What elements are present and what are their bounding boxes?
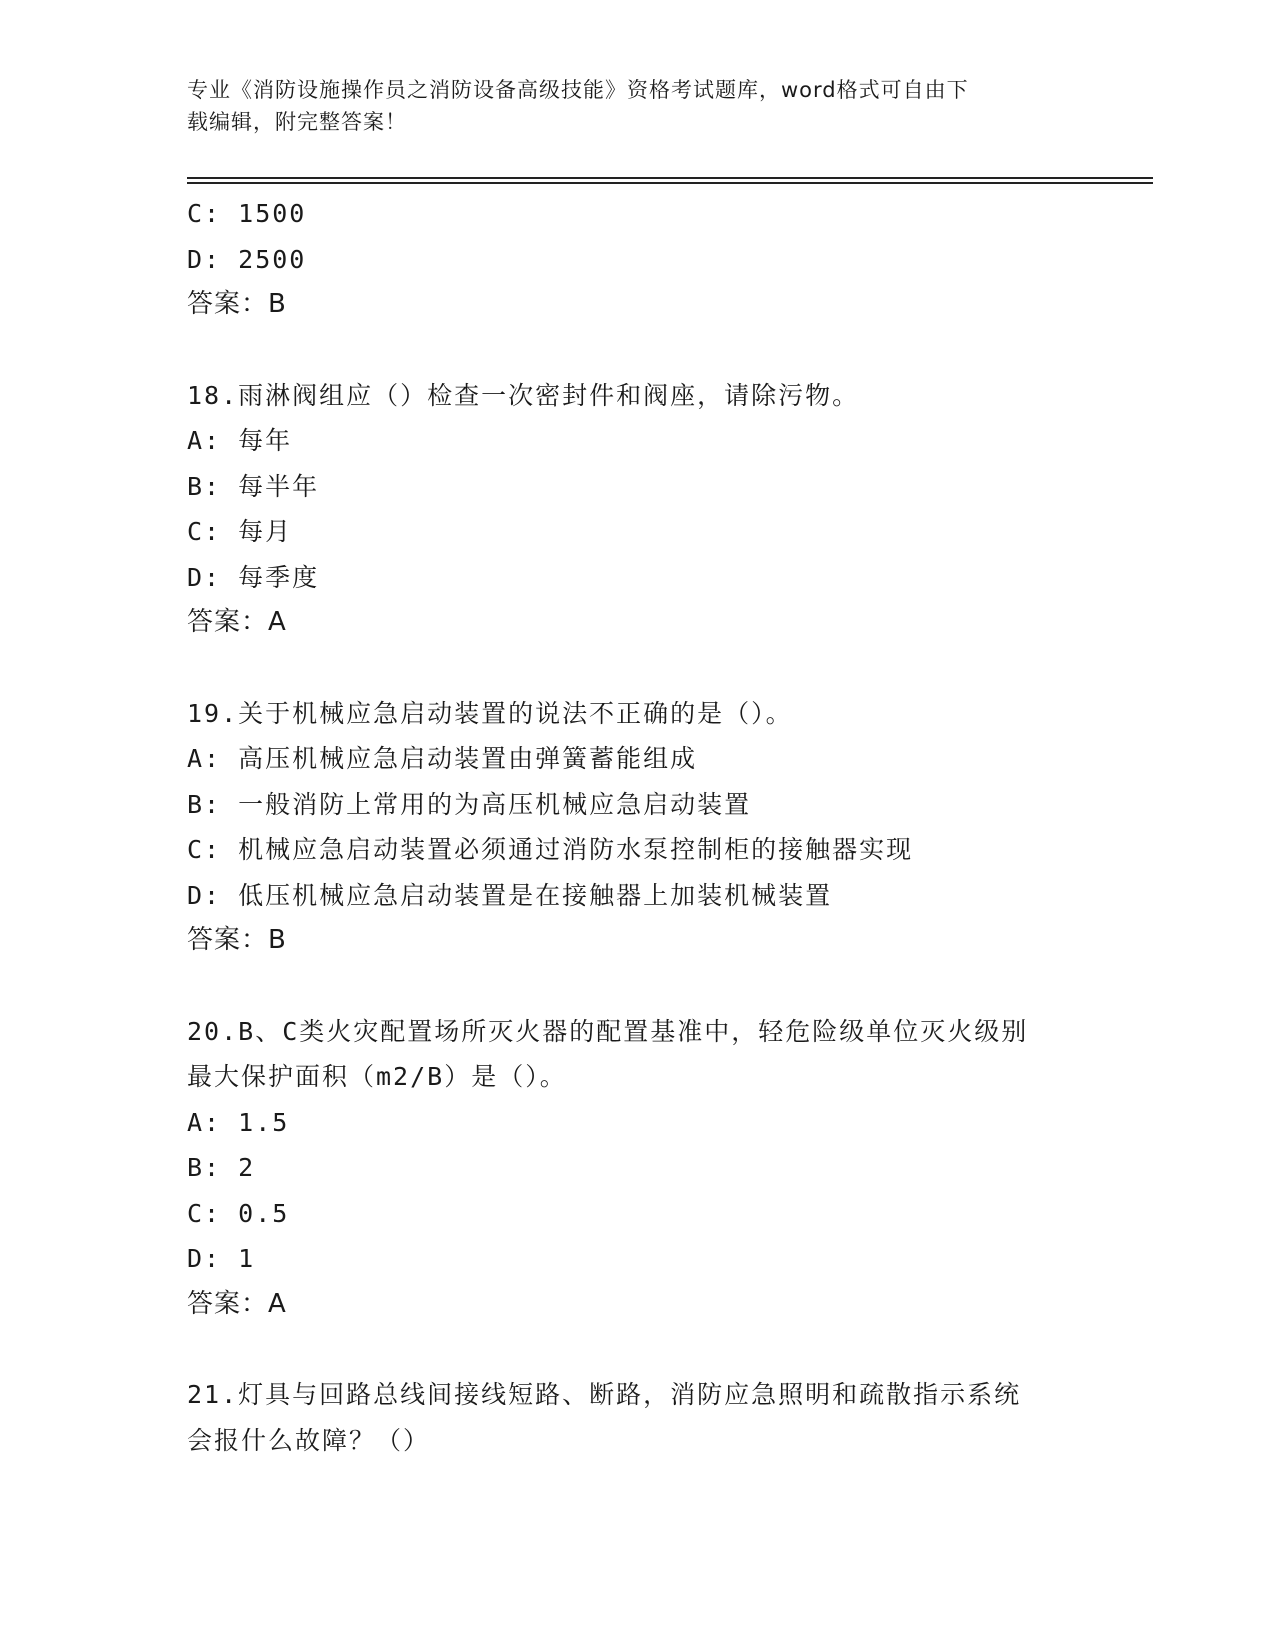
question-stem-continued: 会报什么故障？（） <box>187 1425 431 1455</box>
header-divider-bottom <box>187 182 1153 184</box>
option-c: C: 机械应急启动装置必须通过消防水泵控制柜的接触器实现 <box>187 835 914 864</box>
question-stem-continued: 最大保护面积（m2/B）是（）。 <box>187 1062 567 1091</box>
option-b: B: 一般消防上常用的为高压机械应急启动装置 <box>187 789 752 819</box>
option-c: C: 1500 <box>187 199 307 228</box>
question-stem: 21.灯具与回路总线间接线短路、断路，消防应急照明和疏散指示系统 <box>187 1380 1022 1409</box>
option-c: C: 每月 <box>187 517 293 546</box>
question-stem: 20.B、C类火灾配置场所灭火器的配置基准中，轻危险级单位灭火级别 <box>187 1016 1029 1046</box>
question-17-continued <box>187 191 1107 328</box>
question-stem: 19.关于机械应急启动装置的说法不正确的是（）。 <box>187 698 793 728</box>
header-line-1: 专业《消防设施操作员之消防设备高级技能》资格考试题库，word格式可自由下 <box>187 78 969 102</box>
header-line-2: 载编辑，附完整答案！ <box>187 110 407 134</box>
answer: 答案：A <box>187 1288 287 1319</box>
option-a: A: 1.5 <box>187 1107 290 1137</box>
option-a: A: 每年 <box>187 426 293 455</box>
option-d: D: 2500 <box>187 244 307 274</box>
option-b: B: 2 <box>187 1153 256 1182</box>
spacer <box>187 1327 1107 1372</box>
question-list <box>187 191 1107 1463</box>
question-18 <box>187 373 1107 646</box>
question-20 <box>187 1009 1107 1328</box>
question-21 <box>187 1372 1107 1463</box>
question-19 <box>187 691 1107 964</box>
document-header <box>187 74 1087 138</box>
option-a: A: 高压机械应急启动装置由弹簧蓄能组成 <box>187 744 698 773</box>
answer: 答案：B <box>187 289 287 319</box>
answer: 答案：B <box>187 925 287 955</box>
answer: 答案：A <box>187 607 287 637</box>
spacer <box>187 964 1107 1009</box>
spacer <box>187 328 1107 373</box>
header-divider-top <box>187 177 1153 179</box>
option-d: D: 低压机械应急启动装置是在接触器上加装机械装置 <box>187 880 833 910</box>
option-b: B: 每半年 <box>187 471 320 501</box>
option-d: D: 每季度 <box>187 562 320 592</box>
option-c: C: 0.5 <box>187 1198 290 1228</box>
question-stem: 18.雨淋阀组应（）检查一次密封件和阀座，请除污物。 <box>187 380 860 410</box>
option-d: D: 1 <box>187 1244 256 1273</box>
spacer <box>187 646 1107 691</box>
